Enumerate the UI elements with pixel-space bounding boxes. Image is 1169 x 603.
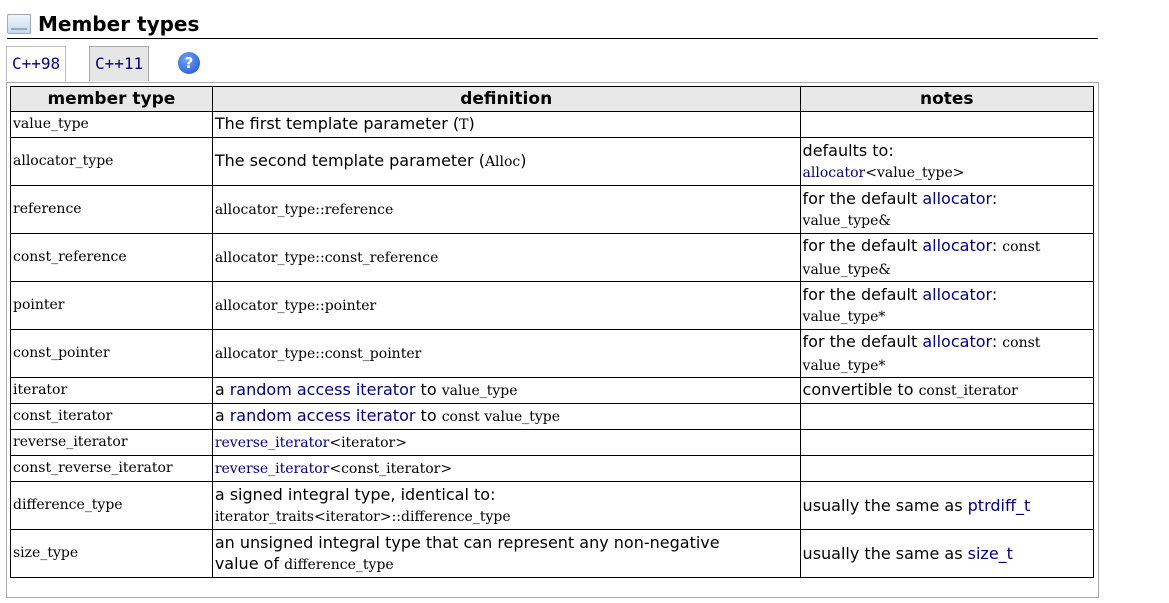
code-text: difference_type (284, 556, 394, 573)
cell-member-type: allocator_type (11, 138, 213, 186)
cell-notes (800, 186, 1093, 234)
cell-definition (212, 482, 800, 530)
table-body (11, 112, 1094, 578)
reference-link[interactable]: random access iterator (229, 406, 416, 425)
header-notes: notes (800, 87, 1093, 112)
cell-notes (800, 112, 1093, 138)
text-segment: usually the same as (802, 544, 968, 563)
table-row (11, 456, 1094, 482)
cell-member-type: size_type (11, 530, 213, 578)
table-row (11, 330, 1094, 378)
table-row (11, 282, 1094, 330)
text-segment: for the default (802, 331, 923, 351)
table-row (11, 112, 1094, 138)
text-segment: : (991, 235, 1003, 255)
table-row (11, 234, 1094, 282)
text-segment: : (991, 331, 1003, 351)
text-segment: usually the same as (802, 496, 968, 515)
cell-definition (212, 430, 800, 456)
code-text: const (1002, 334, 1041, 351)
table-row (11, 530, 1094, 578)
table-row (11, 378, 1094, 404)
cell-notes (800, 404, 1093, 430)
reference-link[interactable]: reverse_iterator (214, 435, 330, 451)
help-icon[interactable]: ? (178, 52, 200, 74)
cell-notes (800, 282, 1093, 330)
cell-notes (800, 530, 1093, 578)
code-text: const value_type (441, 409, 561, 425)
cell-definition (212, 378, 800, 404)
cell-member-type: const_reverse_iterator (11, 456, 213, 482)
text-segment: : (991, 188, 998, 208)
header-definition: definition (212, 87, 800, 112)
section-title: Member types (38, 12, 200, 36)
tab-cpp11[interactable]: C++11 (89, 46, 149, 81)
cell-notes (800, 234, 1093, 282)
code-text: const_iterator (918, 383, 1018, 399)
cell-member-type: const_iterator (11, 404, 213, 430)
code-text: value_type* (802, 357, 886, 374)
cell-member-type: reverse_iterator (11, 430, 213, 456)
code-text: allocator_type::reference (214, 202, 394, 218)
text-segment: value of (214, 553, 285, 573)
text-segment: a (214, 380, 230, 399)
cell-notes (800, 482, 1093, 530)
table-row (11, 404, 1094, 430)
code-text: Alloc (484, 154, 521, 170)
table-row (11, 186, 1094, 234)
table-row (11, 138, 1094, 186)
text-segment: for the default (802, 284, 923, 304)
reference-link[interactable]: allocator (802, 164, 866, 181)
reference-link[interactable]: allocator (922, 188, 992, 208)
text-segment: ) (520, 151, 527, 170)
text-segment: convertible to (802, 380, 919, 399)
reference-link[interactable]: allocator (922, 235, 992, 255)
table-row (11, 430, 1094, 456)
table-row (11, 482, 1094, 530)
cell-notes (800, 330, 1093, 378)
table-header-row (11, 87, 1094, 112)
text-segment: a (214, 406, 230, 425)
code-text: const (1002, 238, 1041, 255)
text-segment: The first template parameter ( (214, 114, 460, 133)
reference-link[interactable]: allocator (922, 284, 992, 304)
cell-definition (212, 456, 800, 482)
reference-link[interactable]: random access iterator (229, 380, 416, 399)
text-segment: for the default (802, 235, 923, 255)
cell-member-type: const_pointer (11, 330, 213, 378)
cell-definition (212, 234, 800, 282)
text-segment: The second template parameter ( (214, 151, 485, 170)
cell-definition (212, 186, 800, 234)
cell-definition (212, 112, 800, 138)
member-types-table (10, 86, 1094, 578)
cell-definition (212, 530, 800, 578)
text-segment: defaults to: (802, 140, 894, 160)
reference-link[interactable]: size_t (967, 544, 1013, 563)
cell-definition (212, 138, 800, 186)
code-text: value_type& (802, 212, 891, 229)
text-segment: to (415, 406, 442, 425)
member-types-panel (6, 82, 1099, 598)
code-text: allocator_type::const_pointer (214, 346, 422, 362)
cell-member-type: difference_type (11, 482, 213, 530)
header-member-type: member type (11, 87, 213, 112)
cell-notes (800, 456, 1093, 482)
cell-notes (800, 378, 1093, 404)
reference-link[interactable]: allocator (922, 331, 992, 351)
cell-member-type: pointer (11, 282, 213, 330)
code-text: iterator_traits<iterator>::difference_type (214, 508, 511, 525)
cell-definition (212, 330, 800, 378)
code-text: T (459, 117, 469, 133)
cell-member-type: value_type (11, 112, 213, 138)
code-text: allocator_type::pointer (214, 298, 377, 314)
cell-definition (212, 404, 800, 430)
section-icon (7, 14, 31, 34)
code-text: value_type& (802, 261, 891, 278)
code-text: allocator_type::const_reference (214, 250, 439, 266)
text-segment: ) (468, 114, 475, 133)
cell-member-type: reference (11, 186, 213, 234)
code-text: value_type (441, 383, 518, 399)
text-segment: for the default (802, 188, 923, 208)
code-text: value_type* (802, 308, 886, 325)
section-header (7, 10, 1098, 39)
cell-notes (800, 430, 1093, 456)
tab-cpp98[interactable]: C++98 (6, 46, 66, 81)
reference-link[interactable]: reverse_iterator (214, 461, 330, 477)
reference-link[interactable]: ptrdiff_t (967, 496, 1031, 515)
code-text: <const_iterator> (329, 461, 453, 477)
cell-member-type: iterator (11, 378, 213, 404)
cell-member-type: const_reference (11, 234, 213, 282)
code-text: <iterator> (329, 435, 407, 451)
text-segment: a signed integral type, identical to: (214, 484, 496, 504)
text-segment: to (415, 380, 442, 399)
text-segment: : (991, 284, 998, 304)
cell-definition (212, 282, 800, 330)
cell-notes (800, 138, 1093, 186)
text-segment: an unsigned integral type that can represent any non-negative (214, 532, 720, 552)
code-text: <value_type> (865, 164, 965, 181)
